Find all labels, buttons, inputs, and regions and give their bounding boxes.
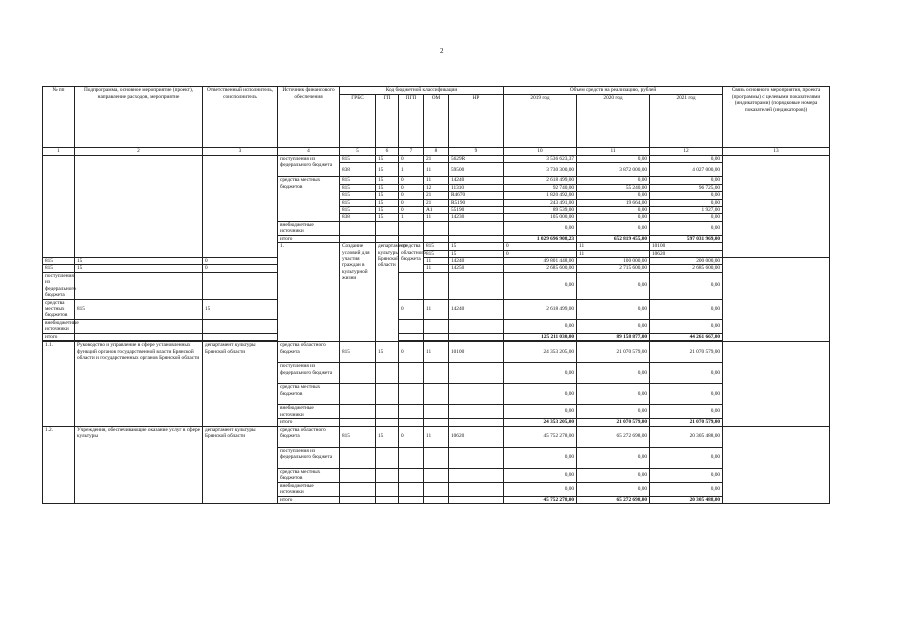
- total-label: итого: [278, 419, 340, 426]
- header-link: Связь основного мероприятия, проекта (программы) с целевыми показателями (индикаторами) (порядковые номера показателей (индикаторов)): [723, 87, 830, 148]
- cell-om: 11: [577, 243, 650, 250]
- cell-2021: 0,00: [650, 299, 723, 319]
- item-responsible: департамент культуры Брянской области: [203, 426, 278, 503]
- cell-gp: [376, 363, 399, 384]
- table-row: [43, 258, 830, 265]
- cell-nr: [449, 447, 504, 468]
- cell-gp: 15: [203, 299, 278, 319]
- cell-2020: 0,00: [577, 177, 650, 184]
- cell-gp: 15: [376, 207, 399, 214]
- cell-2019: 49 801 448,00: [504, 258, 577, 265]
- table-row: [43, 272, 830, 299]
- cell-2020: 65 272 698,00: [577, 426, 650, 447]
- page-number: 2: [440, 47, 444, 55]
- cell-om: [424, 272, 449, 299]
- cell-2019: 89 539,00: [504, 207, 577, 214]
- cell-grbs: 838: [340, 214, 376, 221]
- cell-om: 11: [424, 177, 449, 184]
- cell-nr: 10100: [650, 243, 723, 250]
- source-extrabudget: внебюджетные источники: [278, 221, 340, 235]
- total-label: итого: [43, 333, 75, 340]
- cell-grbs: [75, 272, 203, 299]
- index-cell: 1: [43, 148, 75, 156]
- source-regional: средства областного бюджета: [399, 243, 424, 273]
- total-2021: 597 031 969,00: [650, 235, 723, 242]
- cell-gp: [376, 221, 399, 235]
- cell-2020: 2 715 600,00: [577, 265, 650, 272]
- cell-pgp: [399, 496, 424, 503]
- cell-gp: [376, 482, 399, 496]
- source-regional: средства областного бюджета: [278, 342, 340, 363]
- cell-gp: 15: [376, 192, 399, 199]
- cell-pgp: 0: [399, 156, 424, 163]
- cell-2019: 105 000,00: [504, 214, 577, 221]
- total-2019: 45 752 278,00: [504, 496, 577, 503]
- cell-grbs: 815: [340, 426, 376, 447]
- total-row: [43, 333, 830, 340]
- cell-grbs: [340, 363, 376, 384]
- item-responsible: департамент культуры Брянской области: [376, 243, 399, 342]
- cell-om: 11: [424, 163, 449, 177]
- cell-2019: 0,00: [504, 221, 577, 235]
- cell-2021: 0,00: [650, 214, 723, 221]
- cell-om: [424, 447, 449, 468]
- cell-pgp: 0: [399, 299, 424, 319]
- source-federal: поступления из федерального бюджета: [278, 156, 340, 177]
- cell-gp: 15: [376, 342, 399, 363]
- cell-nr: R4670: [449, 192, 504, 199]
- cell-gp: [203, 333, 278, 340]
- cell-2019: 3 536 623,37: [504, 156, 577, 163]
- cell-nr: 11310: [449, 184, 504, 191]
- cell-grbs: 838: [340, 163, 376, 177]
- cell-grbs: [75, 333, 203, 340]
- cell-om: 12: [424, 184, 449, 191]
- cell-grbs: 815: [424, 250, 449, 257]
- cell-om: 11: [424, 342, 449, 363]
- cell-2021: 2 685 600,00: [650, 265, 723, 272]
- cell-pgp: 0: [399, 192, 424, 199]
- cell-pgp: [399, 333, 424, 340]
- cell-2019: 2 618 499,00: [504, 299, 577, 319]
- item-link: [723, 342, 830, 426]
- header-program: Подпрограмма, основное мероприятие (проект), направление расходов, мероприятие: [75, 87, 203, 148]
- cell-pgp: [399, 447, 424, 468]
- cell-nr: [449, 333, 504, 340]
- cell-om: [424, 221, 449, 235]
- cell-pgp: 0: [203, 265, 278, 272]
- source-federal: поступления из федерального бюджета: [43, 272, 75, 299]
- cell-gp: 15: [376, 156, 399, 163]
- cell-nr: 14240: [449, 299, 504, 319]
- cell-nr: [449, 419, 504, 426]
- cell-2021: 0,00: [650, 405, 723, 419]
- cell-2019: 2 685 600,00: [504, 265, 577, 272]
- cell-grbs: 815: [75, 299, 203, 319]
- header-grbs: ГРБС: [340, 95, 376, 148]
- cell-2020: 0,00: [577, 156, 650, 163]
- cell-nr: [449, 384, 504, 405]
- cell-gp: 15: [376, 177, 399, 184]
- header-2021: 2021 год: [650, 95, 723, 148]
- cell-2019: 24 353 205,00: [504, 342, 577, 363]
- cell-2019: 243 491,00: [504, 199, 577, 206]
- cell-nr: [449, 272, 504, 299]
- cell-pgp: [399, 319, 424, 333]
- cell-om: 11: [577, 250, 650, 257]
- cell-2021: 1 927,00: [650, 207, 723, 214]
- cell-2020: 0,00: [577, 221, 650, 235]
- source-local: средства местных бюджетов: [43, 299, 75, 319]
- cell-2021: 0,00: [650, 199, 723, 206]
- header-nr: НР: [449, 95, 504, 148]
- cell-nr: 5629R: [449, 156, 504, 163]
- cell-2019: 0,00: [504, 468, 577, 482]
- cell-2020: 0,00: [577, 363, 650, 384]
- cell-2019: 1 820 492,00: [504, 192, 577, 199]
- header-responsible: Ответственный исполнитель, соисполнитель: [203, 87, 278, 148]
- cell-2021: 0,00: [650, 384, 723, 405]
- source-federal: поступления из федерального бюджета: [278, 447, 340, 468]
- cell-gp: 15: [449, 243, 504, 250]
- cell-2020: 0,00: [577, 319, 650, 333]
- cell-om: 11: [424, 258, 449, 265]
- cell-om: [424, 384, 449, 405]
- table-header: [43, 87, 830, 148]
- index-cell: 13: [723, 148, 830, 156]
- cell-2021: 0,00: [650, 221, 723, 235]
- cell-pgp: [399, 419, 424, 426]
- cell-2021: 4 027 000,00: [650, 163, 723, 177]
- cell-om: 21: [424, 192, 449, 199]
- cell-nr: [449, 468, 504, 482]
- source-local: средства местных бюджетов: [278, 384, 340, 405]
- cell-2020: 0,00: [577, 207, 650, 214]
- cell-nr: 14230: [449, 214, 504, 221]
- cell-2019: 0,00: [504, 405, 577, 419]
- cell-om: 11: [424, 299, 449, 319]
- source-extrabudget: внебюджетные источники: [43, 319, 75, 333]
- cell-2020: 19 664,00: [577, 199, 650, 206]
- cell-grbs: 815: [43, 258, 75, 265]
- cell-2020: 0,00: [577, 384, 650, 405]
- cell-gp: [376, 405, 399, 419]
- source-regional: средства областного бюджета: [278, 426, 340, 447]
- cell-2020: 0,00: [577, 214, 650, 221]
- header-source: Источник финансового обеспечения: [278, 87, 340, 148]
- table-row: [43, 342, 830, 363]
- cell-om: A1: [424, 207, 449, 214]
- cell-pgp: 0: [399, 207, 424, 214]
- cell-pgp: [399, 482, 424, 496]
- cell-om: [424, 333, 449, 340]
- item-link: [723, 426, 830, 503]
- cell-2019: 92 740,00: [504, 184, 577, 191]
- cell-nr: 14240: [449, 177, 504, 184]
- cell-gp: 15: [75, 258, 203, 265]
- cell-2020: 100 000,00: [577, 258, 650, 265]
- item-name: Учреждения, обеспечивающие оказание услуг в сфере культуры: [75, 426, 203, 503]
- cell-nr: 10100: [449, 342, 504, 363]
- cell-grbs: [340, 419, 376, 426]
- cell-grbs: [75, 319, 203, 333]
- cell-grbs: 815: [424, 243, 449, 250]
- cell-grbs: [340, 384, 376, 405]
- cell-nr: 10620: [449, 426, 504, 447]
- cell-nr: [449, 363, 504, 384]
- table-row: [43, 426, 830, 447]
- source-local: средства местных бюджетов: [278, 468, 340, 482]
- cell-no: [43, 156, 75, 258]
- cell-pgp: [399, 363, 424, 384]
- table-row: [43, 265, 830, 272]
- header-2020: 2020 год: [577, 95, 650, 148]
- cell-om: [424, 468, 449, 482]
- cell-2020: 0,00: [577, 468, 650, 482]
- cell-2020: 55 240,00: [577, 184, 650, 191]
- source-extrabudget: внебюджетные источники: [278, 405, 340, 419]
- cell-program: [75, 156, 203, 258]
- table-row: [43, 319, 830, 333]
- cell-pgp: 0: [203, 258, 278, 265]
- total-label: итого: [278, 496, 340, 503]
- index-cell: 4: [278, 148, 340, 156]
- cell-2020: 0,00: [577, 299, 650, 319]
- cell-om: 11: [424, 265, 449, 272]
- cell-2020: 3 872 000,00: [577, 163, 650, 177]
- cell-grbs: 815: [340, 342, 376, 363]
- header-om: ОМ: [424, 95, 449, 148]
- cell-gp: [203, 272, 278, 299]
- cell-nr: [449, 482, 504, 496]
- cell-pgp: [399, 468, 424, 482]
- index-cell: 6: [376, 148, 399, 156]
- cell-nr: 10620: [650, 250, 723, 257]
- cell-2021: 200 000,00: [650, 258, 723, 265]
- total-2019: 24 353 205,00: [504, 419, 577, 426]
- cell-nr: [449, 319, 504, 333]
- cell-nr: [449, 235, 504, 242]
- cell-responsible: [203, 156, 278, 258]
- cell-pgp: 0: [399, 199, 424, 206]
- cell-grbs: [340, 468, 376, 482]
- cell-gp: [376, 468, 399, 482]
- cell-nr: 14240: [449, 258, 504, 265]
- index-cell: 12: [650, 148, 723, 156]
- cell-gp: [376, 235, 399, 242]
- cell-nr: [449, 221, 504, 235]
- total-2020: 652 819 455,00: [577, 235, 650, 242]
- index-cell: 5: [340, 148, 376, 156]
- source-extrabudget: внебюджетные источники: [278, 482, 340, 496]
- cell-2021: 20 305 488,00: [650, 426, 723, 447]
- cell-2020: 0,00: [577, 192, 650, 199]
- header-volume-group: Объем средств на реализацию, рублей: [504, 87, 723, 95]
- cell-nr: 14250: [449, 265, 504, 272]
- table-row: [43, 156, 830, 163]
- index-row: [43, 148, 830, 156]
- cell-grbs: [340, 482, 376, 496]
- cell-2020: 0,00: [577, 405, 650, 419]
- cell-om: [424, 319, 449, 333]
- cell-pgp: [399, 384, 424, 405]
- cell-2021: 0,00: [650, 482, 723, 496]
- cell-2021: 0,00: [650, 177, 723, 184]
- total-label: итого: [278, 235, 340, 242]
- cell-2019: 0,00: [504, 363, 577, 384]
- cell-pgp: [399, 235, 424, 242]
- cell-pgp: 0: [399, 426, 424, 447]
- cell-2019: 3 730 300,00: [504, 163, 577, 177]
- index-cell: 8: [424, 148, 449, 156]
- source-local: средства местных бюджетов: [278, 177, 340, 221]
- cell-om: 21: [424, 156, 449, 163]
- cell-pgp: 0: [504, 243, 577, 250]
- cell-pgp: 1: [399, 163, 424, 177]
- cell-grbs: 815: [340, 199, 376, 206]
- cell-om: [424, 363, 449, 384]
- total-2020: 89 158 877,00: [577, 333, 650, 340]
- cell-om: 11: [424, 214, 449, 221]
- cell-gp: [376, 419, 399, 426]
- index-cell: 3: [203, 148, 278, 156]
- cell-gp: [376, 447, 399, 468]
- cell-2021: 21 070 579,00: [650, 342, 723, 363]
- cell-om: 21: [424, 199, 449, 206]
- total-2020: 21 070 579,00: [577, 419, 650, 426]
- cell-grbs: 815: [340, 177, 376, 184]
- item-number: 1.: [278, 243, 340, 342]
- index-cell: 10: [504, 148, 577, 156]
- cell-grbs: [340, 447, 376, 468]
- cell-gp: 15: [376, 199, 399, 206]
- cell-link: [723, 156, 830, 258]
- cell-gp: [376, 384, 399, 405]
- cell-2020: 0,00: [577, 272, 650, 299]
- cell-2021: 0,00: [650, 363, 723, 384]
- cell-2020: 21 070 579,00: [577, 342, 650, 363]
- header-bk-group: Код бюджетной классификации: [340, 87, 504, 95]
- cell-2021: 0,00: [650, 156, 723, 163]
- cell-2019: 45 752 278,00: [504, 426, 577, 447]
- cell-nr: [449, 405, 504, 419]
- cell-pgp: [399, 272, 424, 299]
- cell-pgp: 0: [399, 342, 424, 363]
- cell-gp: [376, 496, 399, 503]
- cell-2021: 0,00: [650, 319, 723, 333]
- cell-om: 11: [424, 426, 449, 447]
- cell-pgp: 0: [399, 177, 424, 184]
- item-number: 1.2.: [43, 426, 75, 503]
- header-pgp: ПГП: [399, 95, 424, 148]
- cell-pgp: 0: [399, 184, 424, 191]
- cell-2020: 0,00: [577, 447, 650, 468]
- table-row: [43, 299, 830, 319]
- item-name: Создание условий для участия граждан в культурной жизни: [340, 243, 376, 342]
- cell-pgp: [399, 405, 424, 419]
- cell-2021: 96 725,00: [650, 184, 723, 191]
- cell-nr: 55190: [449, 207, 504, 214]
- cell-grbs: [340, 496, 376, 503]
- header-gp: ГП: [376, 95, 399, 148]
- cell-2019: 2 618 499,00: [504, 177, 577, 184]
- header-2019: 2019 год: [504, 95, 577, 148]
- cell-2020: 0,00: [577, 482, 650, 496]
- cell-2019: 0,00: [504, 272, 577, 299]
- cell-gp: 15: [75, 265, 203, 272]
- item-number: 1.1.: [43, 342, 75, 426]
- cell-grbs: [340, 221, 376, 235]
- index-cell: 9: [449, 148, 504, 156]
- item-responsible: департамент культуры Брянской области: [203, 342, 278, 426]
- index-cell: 2: [75, 148, 203, 156]
- cell-pgp: [399, 221, 424, 235]
- cell-gp: [203, 319, 278, 333]
- index-cell: 7: [399, 148, 424, 156]
- cell-om: [424, 482, 449, 496]
- cell-2021: 0,00: [650, 272, 723, 299]
- cell-2019: 0,00: [504, 384, 577, 405]
- total-2020: 65 272 698,00: [577, 496, 650, 503]
- cell-gp: 15: [376, 184, 399, 191]
- cell-gp: 15: [376, 426, 399, 447]
- total-2019: 1 029 696 908,23: [504, 235, 577, 242]
- cell-grbs: 815: [340, 207, 376, 214]
- total-2021: 44 261 667,00: [650, 333, 723, 340]
- total-2021: 20 305 488,00: [650, 496, 723, 503]
- budget-table: [42, 86, 830, 504]
- cell-pgp: 0: [504, 250, 577, 257]
- cell-2021: 0,00: [650, 468, 723, 482]
- cell-grbs: 815: [43, 265, 75, 272]
- cell-2021: 0,00: [650, 192, 723, 199]
- total-2021: 21 070 579,00: [650, 419, 723, 426]
- cell-gp: 15: [449, 250, 504, 257]
- item-name: Руководство и управление в сфере установленных функций органов государственной власти Брянской области и государственных органов Брянской области: [75, 342, 203, 426]
- cell-grbs: [340, 235, 376, 242]
- cell-2019: 0,00: [504, 482, 577, 496]
- cell-om: [424, 405, 449, 419]
- cell-grbs: 815: [340, 192, 376, 199]
- cell-nr: [449, 496, 504, 503]
- cell-grbs: 815: [340, 184, 376, 191]
- cell-om: [424, 235, 449, 242]
- cell-gp: 15: [376, 163, 399, 177]
- cell-grbs: 815: [340, 156, 376, 163]
- cell-grbs: [340, 405, 376, 419]
- index-cell: 11: [577, 148, 650, 156]
- cell-gp: 15: [376, 214, 399, 221]
- cell-om: [424, 419, 449, 426]
- cell-nr: R5190: [449, 199, 504, 206]
- source-federal: поступления из федерального бюджета: [278, 363, 340, 384]
- cell-pgp: 1: [399, 214, 424, 221]
- cell-2019: 0,00: [504, 447, 577, 468]
- header-no: № пп: [43, 87, 75, 148]
- cell-om: [424, 496, 449, 503]
- cell-2019: 0,00: [504, 319, 577, 333]
- cell-nr: 59500: [449, 163, 504, 177]
- total-2019: 125 211 030,00: [504, 333, 577, 340]
- cell-2021: 0,00: [650, 447, 723, 468]
